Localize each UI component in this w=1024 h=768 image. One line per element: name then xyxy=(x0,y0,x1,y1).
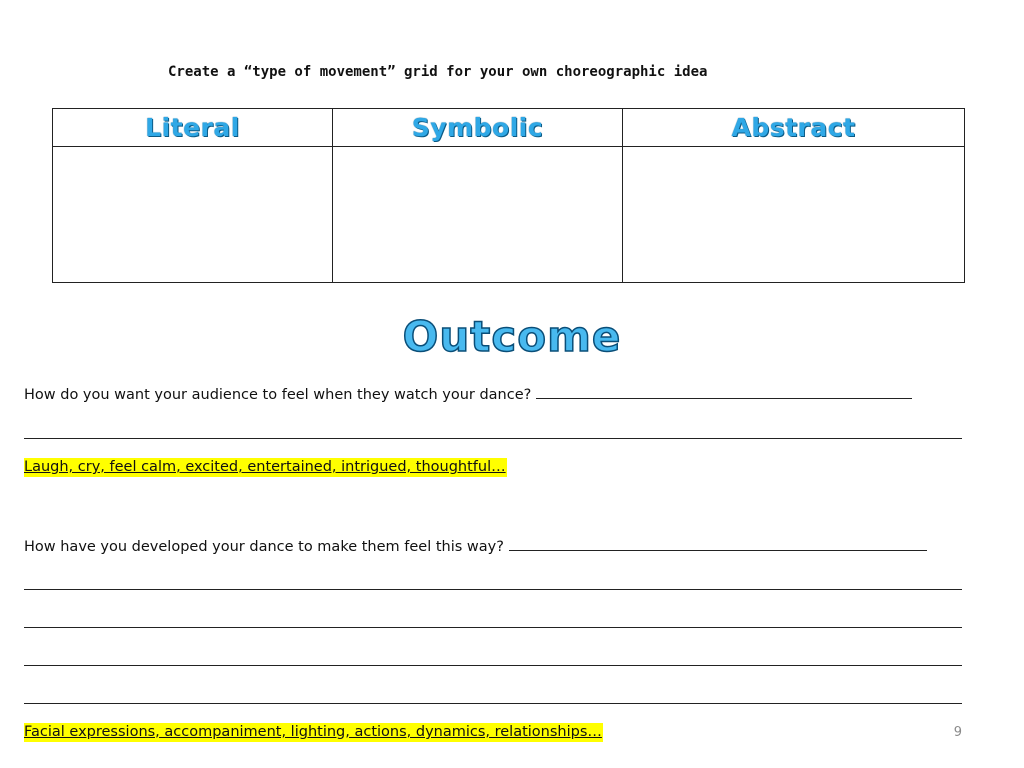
question-audience-feel-text: How do you want your audience to feel when they watch your dance? xyxy=(24,387,532,403)
grid-header-literal: Literal xyxy=(53,109,333,147)
answer-line[interactable] xyxy=(24,627,962,628)
grid-cell-symbolic[interactable] xyxy=(333,147,623,283)
answer-line[interactable] xyxy=(536,384,912,399)
grid-cell-abstract[interactable] xyxy=(623,147,965,283)
hint-developed-dance: Facial expressions, accompaniment, lighting, actions, dynamics, relationships… xyxy=(24,724,602,740)
grid-header-row xyxy=(53,109,965,147)
grid-header-symbolic: Symbolic xyxy=(333,109,623,147)
hint-audience-feel: Laugh, cry, feel calm, excited, entertained, intrigued, thoughtful… xyxy=(24,459,506,475)
answer-line[interactable] xyxy=(24,438,962,439)
answer-line[interactable] xyxy=(24,703,962,704)
answer-line[interactable] xyxy=(24,589,962,590)
page-number: 9 xyxy=(953,725,962,740)
answer-line[interactable] xyxy=(24,665,962,666)
question-developed-dance-text: How have you developed your dance to make them feel this way? xyxy=(24,539,504,555)
instruction-heading: Create a “type of movement” grid for your own choreographic idea xyxy=(168,64,708,80)
outcome-title: Outcome xyxy=(402,312,622,361)
grid-cell-literal[interactable] xyxy=(53,147,333,283)
question-audience-feel xyxy=(24,384,964,403)
grid-answer-row xyxy=(53,147,965,283)
question-developed-dance xyxy=(24,536,964,555)
movement-type-grid xyxy=(52,108,965,283)
grid-header-abstract: Abstract xyxy=(623,109,965,147)
answer-line[interactable] xyxy=(509,536,927,551)
